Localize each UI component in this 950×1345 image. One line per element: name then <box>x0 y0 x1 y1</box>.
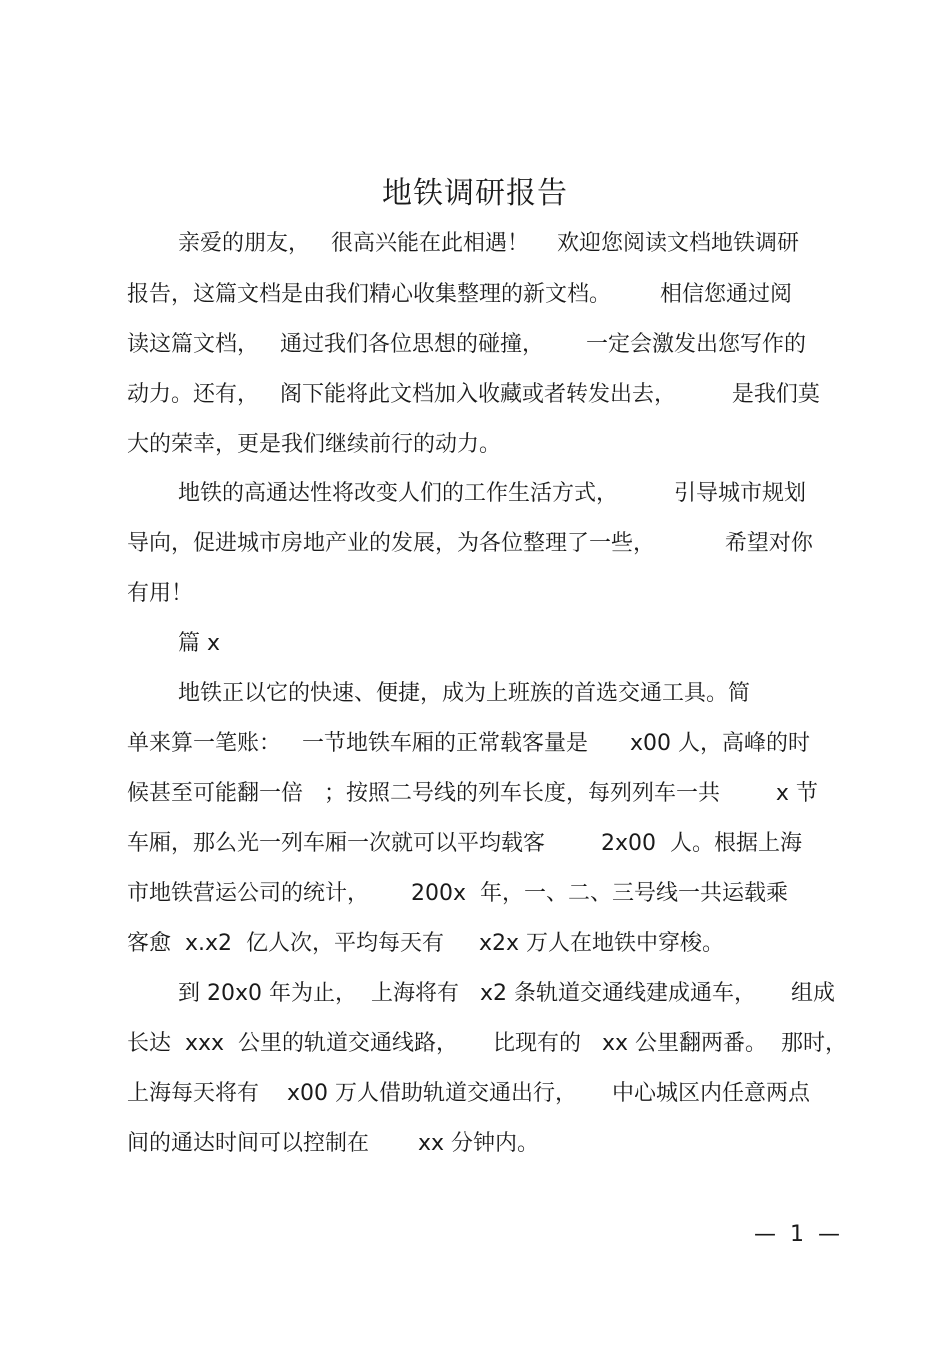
section-heading: 篇 x <box>178 631 221 656</box>
paragraph-line: 报告，这篇文档是由我们精心收集整理的新文档。 相信您通过阅 <box>127 282 792 307</box>
document-title: 地铁调研报告 <box>382 176 568 211</box>
paragraph-line: 导向，促进城市房地产业的发展，为各位整理了一些， 希望对你 <box>127 531 813 556</box>
paragraph-line: 长达 xxx 公里的轨道交通线路， 比现有的 xx 公里翻两番。 那时， <box>127 1031 847 1056</box>
paragraph-line: 到 20x0 年为止， 上海将有 x2 条轨道交通线建成通车， 组成 <box>178 981 835 1006</box>
paragraph-line: 候甚至可能翻一倍 ；按照二号线的列车长度，每列列车一共 x 节 <box>127 781 818 806</box>
paragraph-line: 地铁正以它的快速、便捷，成为上班族的首选交通工具。简 <box>178 681 751 706</box>
paragraph-line: 动力。还有， 阁下能将此文档加入收藏或者转发出去， 是我们莫 <box>127 382 820 407</box>
paragraph-line: 有用！ <box>127 581 194 606</box>
paragraph-line: 客愈 x.x2 亿人次，平均每天有 x2x 万人在地铁中穿梭。 <box>127 931 724 956</box>
paragraph-line: 单来算一笔账： 一节地铁车厢的正常载客量是 x00 人，高峰的时 <box>127 731 810 756</box>
paragraph-line: 上海每天将有 x00 万人借助轨道交通出行， 中心城区内任意两点 <box>127 1081 810 1106</box>
paragraph-line: 市地铁营运公司的统计， 200x 年，一、二、三号线一共运载乘 <box>127 881 788 906</box>
paragraph-line: 地铁的高通达性将改变人们的工作生活方式， 引导城市规划 <box>178 481 806 506</box>
paragraph-line: 间的通达时间可以控制在 xx 分钟内。 <box>127 1131 539 1156</box>
page-number: — 1 — <box>754 1222 840 1247</box>
paragraph-line: 车厢，那么光一列车厢一次就可以平均载客 2x00 人。根据上海 <box>127 831 802 856</box>
paragraph-line: 读这篇文档， 通过我们各位思想的碰撞， 一定会激发出您写作的 <box>127 332 806 357</box>
paragraph-line: 亲爱的朋友， 很高兴能在此相遇！ 欢迎您阅读文档地铁调研 <box>178 231 799 256</box>
paragraph-line: 大的荣幸，更是我们继续前行的动力。 <box>127 432 502 457</box>
